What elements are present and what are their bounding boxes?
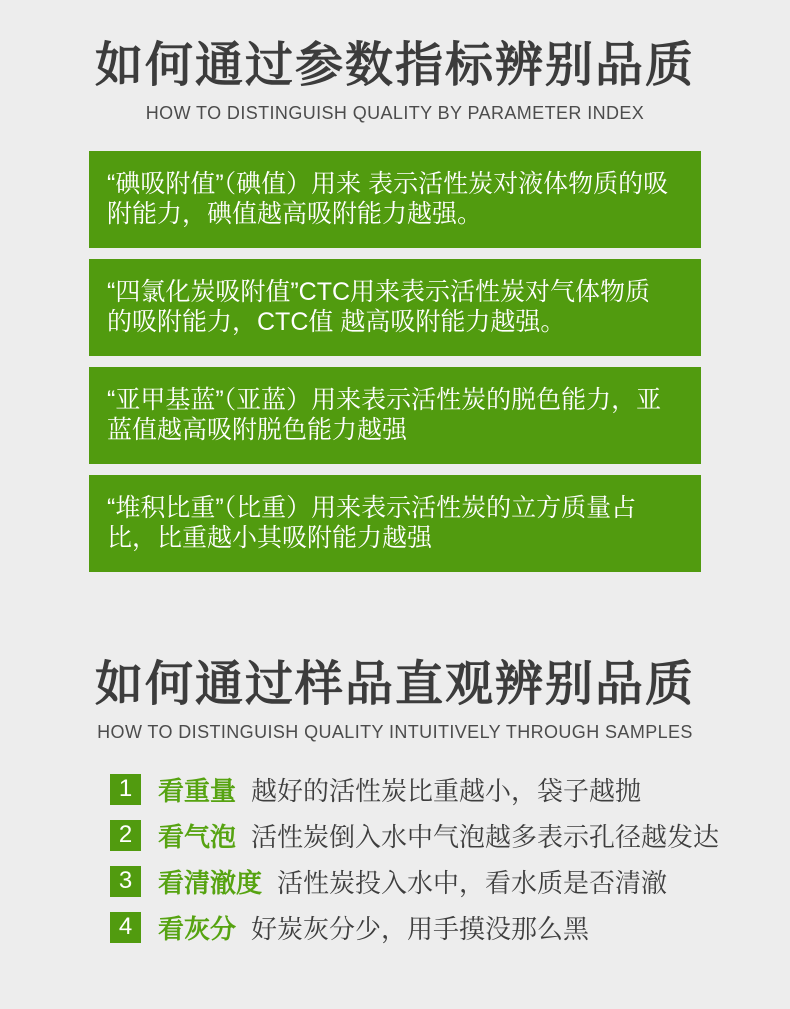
item-number-badge: 4	[110, 912, 141, 943]
parameter-box-ctc-value	[89, 259, 701, 356]
list-item-ash	[110, 912, 790, 943]
item-number-badge: 3	[110, 866, 141, 897]
parameter-boxes	[89, 151, 701, 572]
sample-check-list	[110, 774, 790, 943]
item-number-badge: 1	[110, 774, 141, 805]
parameter-box-bulk-density	[89, 475, 701, 572]
list-item-clarity	[110, 866, 790, 897]
list-item-weight	[110, 774, 790, 805]
parameter-box-iodine-value	[89, 151, 701, 248]
parameter-section-title: 如何通过参数指标辨别品质	[94, 39, 695, 92]
parameter-box-text: “堆积比重”（比重）用来表示活性炭的立方质量占比，比重越小其吸附能力越强	[107, 494, 637, 553]
parameter-box-text: “碘吸附值”（碘值）用来 表示活性炭对液体物质的吸附能力，碘值越高吸附能力越强。	[107, 170, 669, 229]
sample-section-title: 如何通过样品直观辨别品质	[94, 657, 695, 711]
item-label: 看重量	[158, 775, 237, 806]
item-number-badge: 2	[110, 820, 141, 851]
item-description: 活性炭倒入水中气泡越多表示孔径越发达	[251, 821, 720, 852]
section-sample-quality	[0, 583, 790, 943]
parameter-section-subtitle-en: HOW TO DISTINGUISH QUALITY BY PARAMETER INDEX	[145, 102, 645, 123]
item-description: 活性炭投入水中，看水质是否清澈	[277, 867, 668, 898]
parameter-box-text: “四氯化炭吸附值”CTC用来表示活性炭对气体物质的吸附能力，CTC值 越高吸附能力越强。	[107, 278, 651, 337]
item-label: 看灰分	[158, 913, 237, 944]
sample-section-subtitle-en: HOW TO DISTINGUISH QUALITY INTUITIVELY THROUGH SAMPLES	[97, 721, 693, 742]
parameter-box-methylene-blue	[89, 367, 701, 464]
item-description: 好炭灰分少，用手摸没那么黑	[251, 913, 590, 944]
parameter-box-text: “亚甲基蓝”（亚蓝）用来表示活性炭的脱色能力，亚蓝值越高吸附脱色能力越强	[107, 386, 662, 445]
item-description: 越好的活性炭比重越小，袋子越抛	[251, 775, 642, 806]
list-item-bubbles	[110, 820, 790, 851]
item-label: 看清澈度	[158, 867, 263, 898]
item-label: 看气泡	[158, 821, 237, 852]
